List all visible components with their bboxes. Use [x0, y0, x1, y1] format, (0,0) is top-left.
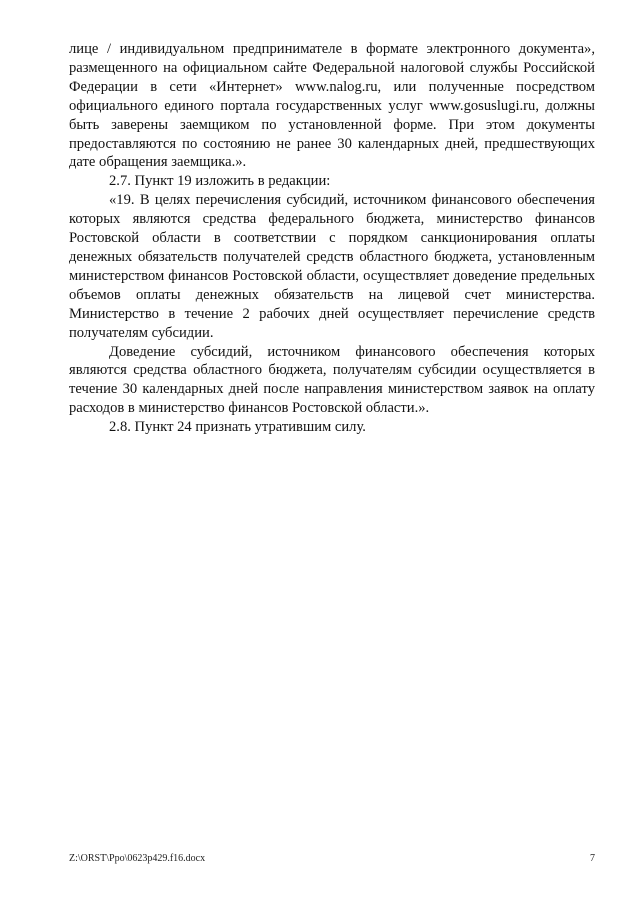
paragraph-continuation: лице / индивидуальном предпринимателе в формате электронного документа», размещенного на официальном сайте Федеральной налоговой службы Российской Федерации в сети «Интернет» www.nalog.ru, или полученные посредством официального единого портала государственных услуг www.gosuslugi.ru, должны быть заверены заемщиком по установленной форме. При этом документы предоставляются по состоянию не ранее 30 календарных дней, предшествующих дате обращения заемщика.». [69, 41, 595, 171]
document-body [69, 40, 595, 437]
page-number: 7 [590, 853, 595, 864]
footer-file-path: Z:\ORST\Ppo\0623p429.f16.docx [69, 853, 206, 864]
paragraph-item-2-7: 2.7. Пункт 19 изложить в редакции: [109, 173, 331, 190]
paragraph-item-19: «19. В целях перечисления субсидий, источником финансового обеспечения которых являются средства федерального бюджета, министерство финансов Ростовской области в соответствии с порядком санкционирования оплаты денежных обязательств получателей средств областного бюджета, установленным министерством финансов Ростовской области, осуществляет доведение предельных объемов оплаты денежных обязательств на лицевой счет министерства. Министерство в течение 2 рабочих дней осуществляет перечисление средств получателям субсидии. [69, 192, 595, 341]
paragraph-item-2-8: 2.8. Пункт 24 признать утратившим силу. [109, 419, 366, 436]
paragraph-subsidy-delivery: Доведение субсидий, источником финансового обеспечения которых являются средства областного бюджета, получателям субсидии осуществляется в течение 30 календарных дней после направления министерством заявок на оплату расходов в министерство финансов Ростовской области.». [69, 343, 595, 417]
